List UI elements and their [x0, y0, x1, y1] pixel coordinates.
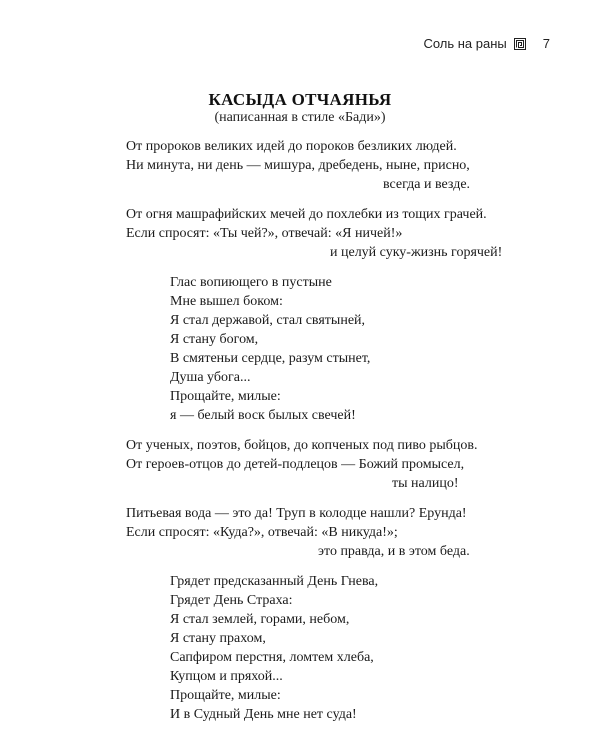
poem-line: и целуй суку-жизнь горячей! — [330, 245, 503, 260]
poem-line: Если спросят: «Куда?», отвечай: «В никуда!»; — [126, 525, 398, 540]
poem-line: Сапфиром перстня, ломтем хлеба, — [170, 650, 374, 665]
poem-line: Я стал державой, стал святыней, — [170, 313, 366, 328]
poem-title: КАСЫДА ОТЧАЯНЬЯ — [208, 90, 392, 109]
poem-line: От ученых, поэтов, бойцов, до копченых под пиво рыбцов. — [126, 438, 478, 453]
poem-line: Прощайте, милые: — [170, 389, 281, 404]
poem-line: От героев-отцов до детей-подлецов — Божий промысел, — [126, 457, 465, 472]
poem-line: Душа убога... — [170, 370, 251, 385]
poem-line: Я стану прахом, — [170, 631, 266, 646]
poem-line: всегда и везде. — [383, 177, 471, 192]
running-header — [423, 36, 550, 51]
poem-line: Ни минута, ни день — мишура, дребедень, ныне, присно, — [126, 158, 470, 173]
poem-line: Мне вышел боком: — [170, 294, 283, 309]
poem-line: И в Судный День мне нет суда! — [170, 707, 357, 722]
poem-line: Я стал землей, горами, небом, — [170, 612, 350, 627]
poem-line: Грядет предсказанный День Гнева, — [170, 574, 379, 589]
poem-line: я — белый воск былых свечей! — [170, 408, 356, 423]
poem-line: Я стану богом, — [170, 332, 259, 347]
page-number: 7 — [542, 36, 550, 51]
poem-line: В смятеньи сердце, разум стынет, — [170, 351, 371, 366]
poem-line: Питьевая вода — это да! Труп в колодце нашли? Ерунда! — [126, 506, 467, 521]
poem-line: Если спросят: «Ты чей?», отвечай: «Я ничей!» — [126, 226, 403, 241]
poem-subtitle: (написанная в стиле «Бади») — [214, 110, 386, 125]
poem-line: Купцом и пряхой... — [170, 669, 283, 684]
square-spiral-icon — [514, 38, 526, 50]
poem-line: Глас вопиющего в пустыне — [170, 275, 332, 290]
book-title: Соль на раны — [423, 36, 507, 51]
poem-line: От пророков великих идей до пороков безликих людей. — [126, 139, 457, 154]
poem-line: ты налицо! — [392, 476, 459, 491]
poem-line: это правда, и в этом беда. — [318, 544, 470, 559]
poem-line: Грядет День Страха: — [170, 593, 293, 608]
poem-line: От огня машрафийских мечей до похлебки из тощих грачей. — [126, 207, 487, 222]
poem-line: Прощайте, милые: — [170, 688, 281, 703]
